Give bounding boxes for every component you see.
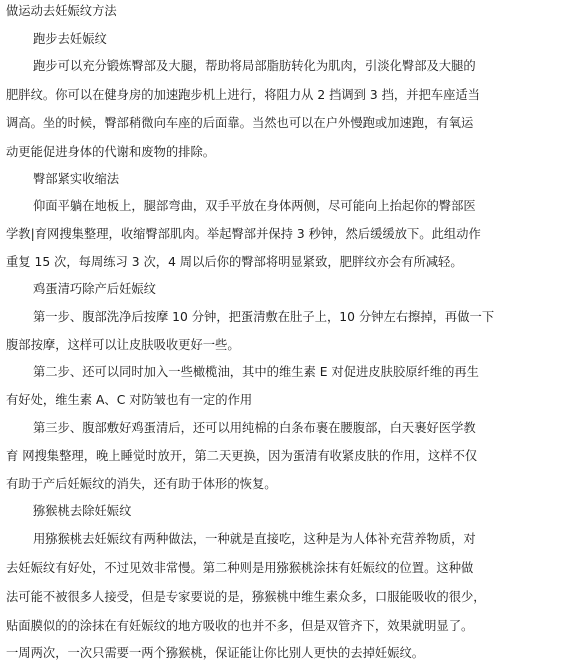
- paragraph-line: 法可能不被很多人接受，但是专家要说的是，猕猴桃中维生素众多，口服能吸收的很少，: [6, 590, 486, 604]
- paragraph-line: 第一步、腹部洗净后按摩 10 分钟，把蛋清敷在肚子上，10 分钟左右擦掉，再做一下: [33, 310, 495, 324]
- section-heading-hips: 臀部紧实收缩法: [33, 172, 120, 186]
- paragraph-line: 肥胖纹。你可以在健身房的加速跑步机上进行，将阻力从 2 挡调到 3 挡，并把车座适当: [6, 88, 480, 102]
- paragraph-line: 腹部按摩，这样可以让皮肤吸收更好一些。: [6, 338, 240, 352]
- paragraph-line: 动更能促进身体的代谢和废物的排除。: [6, 145, 216, 159]
- paragraph-line: 第三步、腹部敷好鸡蛋清后，还可以用纯棉的白条布裹在腰腹部，白天裹好医学教: [33, 421, 476, 435]
- paragraph-line: 第二步、还可以同时加入一些橄榄油，其中的维生素 E 对促进皮肤胶原纤维的再生: [33, 365, 479, 379]
- section-heading-running: 跑步去妊娠纹: [33, 32, 107, 46]
- paragraph-line: 调高。坐的时候，臀部稍微向车座的后面靠。当然也可以在户外慢跑或加速跑，有氧运: [6, 116, 474, 130]
- section-heading-kiwi: 猕猴桃去除妊娠纹: [33, 504, 132, 518]
- paragraph-line: 学教|育网搜集整理，收缩臀部肌肉。举起臀部并保持 3 秒钟，然后缓缓放下。此组动作: [6, 227, 481, 241]
- paragraph-line: 用猕猴桃去妊娠纹有两种做法，一种就是直接吃，这种是为人体补充营养物质，对: [33, 532, 476, 546]
- paragraph-line: 有好处，维生素 A、C 对防皱也有一定的作用: [6, 393, 253, 407]
- paragraph-line: 贴面膜似的的涂抹在有妊娠纹的地方吸收的也并不多，但是双管齐下，效果就明显了。: [6, 619, 474, 633]
- paragraph-line: 仰面平躺在地板上，腿部弯曲，双手平放在身体两侧，尽可能向上抬起你的臀部医: [33, 199, 476, 213]
- paragraph-line: 育 网搜集整理，晚上睡觉时放开，第二天更换，因为蛋清有收紧皮肤的作用，这样不仅: [6, 449, 478, 463]
- paragraph-line: 跑步可以充分锻炼臀部及大腿，帮助将局部脂肪转化为肌肉，引淡化臀部及大腿的: [33, 59, 476, 73]
- paragraph-line: 去妊娠纹有好处，不过见效非常慢。第二种则是用猕猴桃涂抹有妊娠纹的位置。这种做: [6, 561, 474, 575]
- paragraph-line: 重复 15 次，每周练习 3 次，4 周以后你的臀部将明显紧致，肥胖纹亦会有所减轻。: [6, 255, 463, 269]
- paragraph-line: 有助于产后妊娠纹的消失，还有助于体形的恢复。: [6, 477, 277, 491]
- section-heading-egg: 鸡蛋清巧除产后妊娠纹: [33, 282, 156, 296]
- paragraph-line: 一周两次，一次只需要一两个猕猴桃，保证能让你比别人更快的去掉妊娠纹。: [6, 646, 425, 660]
- document-title: 做运动去妊娠纹方法: [6, 4, 117, 18]
